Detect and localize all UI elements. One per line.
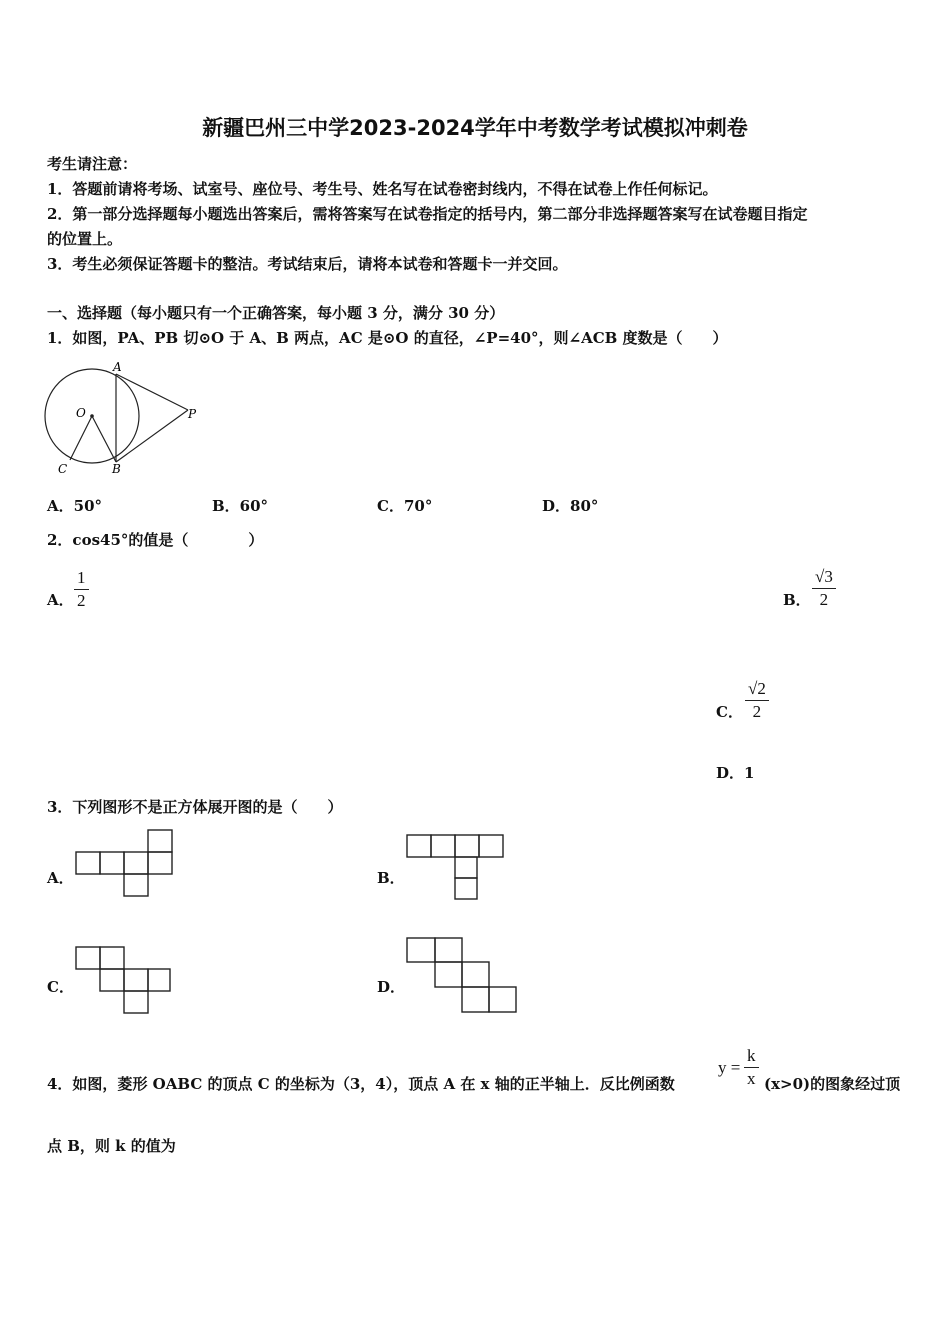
q3-stem: 3．下列图形不是正方体展开图的是（ ）: [47, 798, 343, 816]
q3-net-a: [76, 828, 176, 900]
q3-net-d: [407, 936, 522, 1018]
label-o: O: [76, 406, 86, 420]
q1-option-b[interactable]: B．60°: [212, 497, 269, 515]
q2-option-a-fraction: [74, 567, 89, 612]
label-b: B: [112, 462, 121, 476]
q2-option-a-num: 1: [74, 567, 89, 590]
q1-stem: 1．如图，PA、PB 切⊙O 于 A、B 两点，AC 是⊙O 的直径，∠P=40°，则∠ACB 度数是（ ）: [47, 329, 728, 347]
q3-option-d-label[interactable]: D．: [377, 978, 406, 996]
q4-func-den: x: [747, 1069, 756, 1088]
label-p: P: [188, 407, 197, 421]
q2-option-c-fraction: [745, 678, 769, 723]
q1-option-d[interactable]: D．80°: [542, 497, 599, 515]
label-a: A: [113, 360, 122, 374]
q2-stem: 2．cos45°的值是（ ）: [47, 531, 264, 549]
q3-net-c: [76, 945, 176, 1017]
q4-stem-part2: (x>0)的图象经过顶: [764, 1075, 901, 1093]
notice-item-1: 1．答题前请将考场、试室号、座位号、考生号、姓名写在试卷密封线内，不得在试卷上作任何标记。: [47, 180, 718, 198]
q2-option-c-label[interactable]: C．: [716, 703, 743, 721]
q4-func-fraction: [744, 1045, 759, 1090]
q2-option-d[interactable]: D．1: [716, 764, 755, 782]
q2-option-c-den: 2: [752, 702, 762, 721]
label-c: C: [58, 462, 68, 476]
notice-item-2: 2．第一部分选择题每小题选出答案后，需将答案写在试卷指定的括号内，第二部分非选择题答案写在试卷题目指定: [47, 205, 808, 223]
q1-circle-figure: [40, 360, 205, 480]
notice-item-3: 3．考生必须保证答题卡的整洁。考试结束后，请将本试卷和答题卡一并交回。: [47, 255, 568, 273]
q2-option-a-den: 2: [77, 591, 86, 610]
q2-option-c-num: √2: [745, 678, 769, 701]
page-title: 新疆巴州三中学2023-2024学年中考数学考试模拟冲刺卷: [202, 116, 748, 140]
q4-func-y: y =: [718, 1058, 741, 1077]
q1-option-a[interactable]: A．50°: [47, 497, 103, 515]
notice-item-2-cont: 的位置上。: [47, 230, 123, 248]
q4-func-num: k: [744, 1045, 759, 1068]
section-heading: 一、选择题（每小题只有一个正确答案，每小题 3 分，满分 30 分）: [47, 304, 505, 322]
q3-option-a-label[interactable]: A．: [47, 869, 74, 887]
notice-heading: 考生请注意：: [47, 155, 138, 173]
q2-option-b-num: √3: [812, 566, 836, 589]
tangent-pa: [116, 374, 188, 410]
q3-option-c-label[interactable]: C．: [47, 978, 74, 996]
q4-stem-line2: 点 B，则 k 的值为: [47, 1137, 176, 1155]
q2-option-b-label[interactable]: B．: [783, 591, 811, 609]
tangent-pb: [116, 410, 188, 462]
q3-net-b: [407, 833, 507, 901]
radius-ob: [92, 416, 116, 462]
center-point: [90, 414, 94, 418]
q2-option-b-fraction: [812, 566, 836, 611]
q3-option-b-label[interactable]: B．: [377, 869, 405, 887]
q4-stem-part1: 4．如图，菱形 OABC 的顶点 C 的坐标为（3，4），顶点 A 在 x 轴的正半轴上．反比例函数: [47, 1075, 675, 1093]
q2-option-b-den: 2: [819, 590, 829, 609]
q2-option-a-label[interactable]: A．: [47, 591, 74, 609]
q1-option-c[interactable]: C．70°: [377, 497, 433, 515]
radius-oc: [70, 416, 92, 460]
